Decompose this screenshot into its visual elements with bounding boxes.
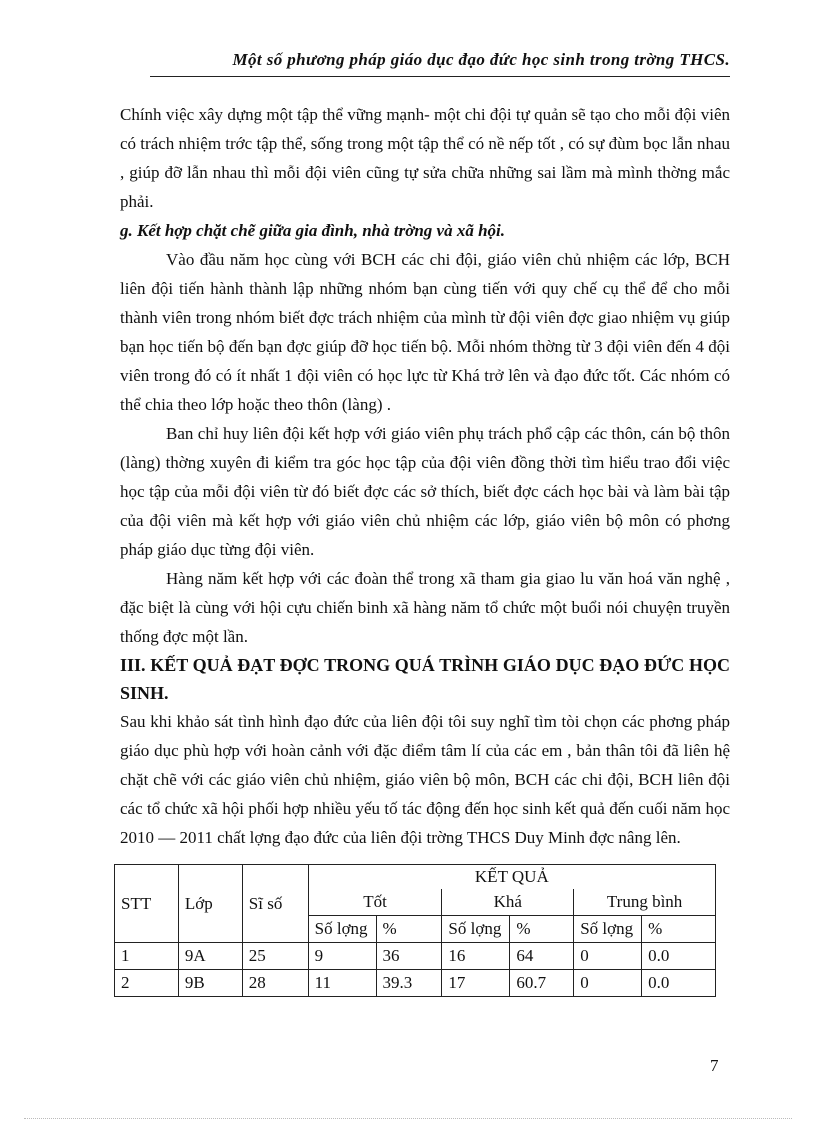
cell-tot-pct: 39.3 xyxy=(376,970,442,997)
cell-kha-pct: 64 xyxy=(510,943,574,970)
cell-tb-sl: 0 xyxy=(574,943,642,970)
header-tot-so-luong: Số lợng xyxy=(308,916,376,943)
cell-tb-pct: 0.0 xyxy=(642,970,716,997)
table-header-row xyxy=(115,865,716,890)
table-row xyxy=(115,970,716,997)
cell-kha-pct: 60.7 xyxy=(510,970,574,997)
cell-siso: 25 xyxy=(242,943,308,970)
cell-siso: 28 xyxy=(242,970,308,997)
header-title: Một số phương pháp giáo dục đạo đức học sinh trong trờng THCS. xyxy=(232,50,730,69)
header-kha: Khá xyxy=(442,889,574,916)
paragraph-5: Sau khi khảo sát tình hình đạo đức của liên đội tôi suy nghĩ tìm tòi chọn các phơng pháp giáo dục phù hợp với hoàn cảnh với đặc điểm tâm lí của các em , bản thân tôi đã liên hệ chặt chẽ với các giáo viên chủ nhiệm, giáo viên bộ môn, BCH các chi đội, BCH liên đội các tổ chức xã hội phối hợp nhiều yếu tố tác động đến học sinh kết quả đến cuối năm học 2010 — 2011 chất lợng đạo đức của liên đội trờng THCS Duy Minh đợc nâng lên. xyxy=(120,712,730,847)
document-body xyxy=(120,100,730,852)
header-tb-percent: % xyxy=(642,916,716,943)
header-tot-percent: % xyxy=(376,916,442,943)
cell-kha-sl: 16 xyxy=(442,943,510,970)
cell-kha-sl: 17 xyxy=(442,970,510,997)
cell-lop: 9B xyxy=(178,970,242,997)
header-tb-so-luong: Số lợng xyxy=(574,916,642,943)
paragraph-3: Ban chỉ huy liên đội kết hợp với giáo viên phụ trách phổ cập các thôn, cán bộ thôn (làng) thờng xuyên đi kiểm tra góc học tập của đội viên đồng thời tìm hiểu trao đổi việc học tập của mỗi đội viên từ đó biết đợc các sở thích, biết đợc cách học bài và làm bài tập của đội viên mà kết hợp với giáo viên chủ nhiệm các lớp, giáo viên bộ môn có phơng pháp giáo dục từng đội viên. xyxy=(120,424,730,559)
header-rule xyxy=(150,76,730,77)
section-heading-iii: III. KẾT QUẢ ĐẠT ĐỢC TRONG QUÁ TRÌNH GIÁO DỤC ĐẠO ĐỨC HỌC SINH. xyxy=(120,655,730,703)
cell-tb-pct: 0.0 xyxy=(642,943,716,970)
paragraph-2: Vào đầu năm học cùng với BCH các chi đội, giáo viên chủ nhiệm các lớp, BCH liên đội tiến hành thành lập những nhóm bạn cùng tiến với quy chế cụ thể để cho mỗi thành viên trong nhóm biết đợc trách nhiệm của mình từ đội viên đợc giao nhiệm vụ giúp bạn học tiến bộ đến bạn đợc giúp đỡ học tiến bộ. Mỗi nhóm thờng từ 3 đội viên đến 4 đội viên trong đó có ít nhất 1 đội viên có học lực từ Khá trở lên và đạo đức tốt. Các nhóm có thể chia theo lớp hoặc theo thôn (làng) . xyxy=(120,250,730,414)
cell-stt: 1 xyxy=(115,943,179,970)
cell-tot-sl: 11 xyxy=(308,970,376,997)
cell-lop: 9A xyxy=(178,943,242,970)
header-kha-so-luong: Số lợng xyxy=(442,916,510,943)
page-header xyxy=(150,50,730,80)
header-siso: Sĩ số xyxy=(242,865,308,943)
header-lop: Lớp xyxy=(178,865,242,943)
table-row xyxy=(115,943,716,970)
header-trung-binh: Trung bình xyxy=(574,889,716,916)
header-ket-qua: KẾT QUẢ xyxy=(308,865,715,890)
paragraph-4: Hàng năm kết hợp với các đoàn thể trong xã tham gia giao lu văn hoá văn nghệ , đặc biệt là cùng với hội cựu chiến binh xã hàng năm tổ chức một buổi nói chuyện truyền thống đợc một lần. xyxy=(120,569,730,646)
subheading-g: g. Kết hợp chặt chẽ giữa gia đình, nhà trờng và xã hội. xyxy=(120,221,506,240)
cell-tb-sl: 0 xyxy=(574,970,642,997)
header-kha-percent: % xyxy=(510,916,574,943)
paragraph-1: Chính việc xây dựng một tập thể vững mạnh- một chi đội tự quản sẽ tạo cho mỗi đội viên có trách nhiệm trớc tập thể, sống trong một tập thể có nề nếp tốt , có sự đùm bọc lẫn nhau , giúp đỡ lẫn nhau thì mỗi đội viên cũng tự sửa chữa những sai lầm mà mình thờng mắc phải. xyxy=(120,105,730,211)
cell-tot-pct: 36 xyxy=(376,943,442,970)
header-stt: STT xyxy=(115,865,179,943)
page-number: 7 xyxy=(710,1056,719,1075)
cell-stt: 2 xyxy=(115,970,179,997)
header-tot: Tốt xyxy=(308,889,442,916)
footer-divider xyxy=(24,1118,792,1119)
results-table xyxy=(114,864,716,997)
cell-tot-sl: 9 xyxy=(308,943,376,970)
